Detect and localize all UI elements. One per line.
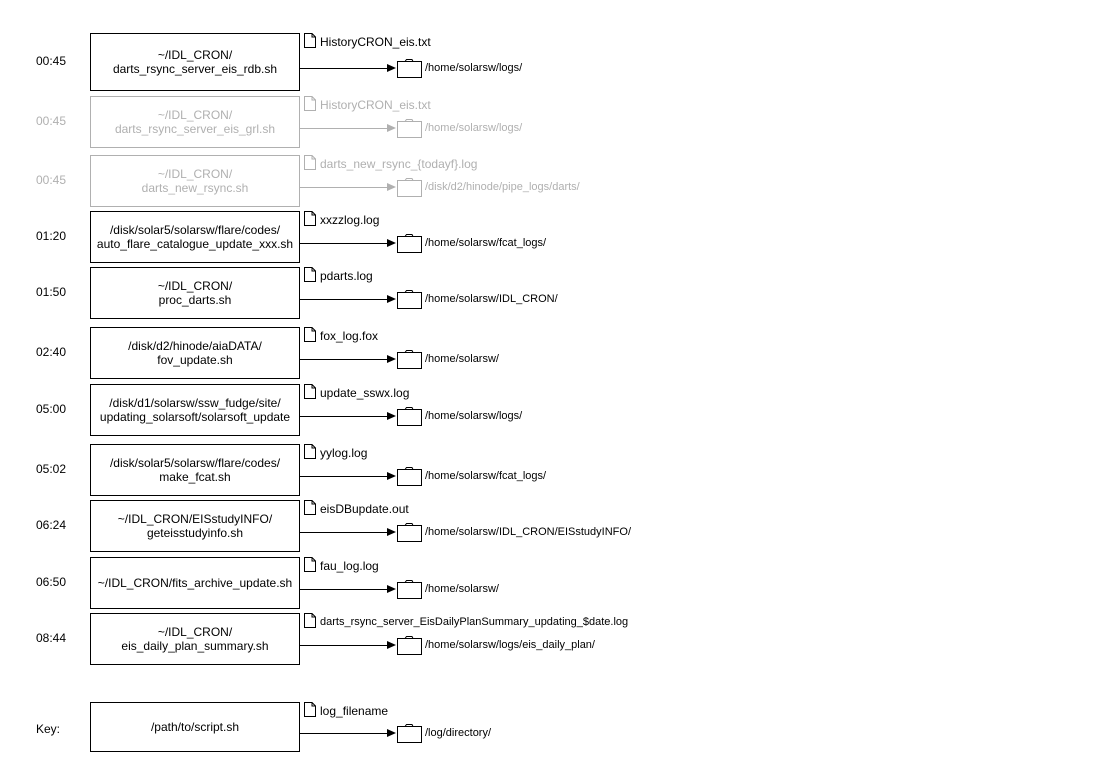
arrowhead [387,183,396,191]
time-label: 01:50 [36,285,67,299]
folder-icon [397,580,422,599]
arrowhead [387,585,396,593]
log-directory: /home/solarsw/logs/ [425,410,523,422]
log-file-icon [304,96,316,111]
log-file-icon [304,327,316,342]
time-label: 00:45 [36,54,67,68]
cron-job-row [0,384,1117,444]
log-filename: darts_new_rsync_{todayf}.log [320,157,478,171]
cron-job-row [0,96,1117,156]
log-file-icon [304,155,316,170]
log-file-icon [304,702,316,717]
script-box: ~/IDL_CRON/ darts_new_rsync.sh [90,155,300,207]
arrow-line [299,645,387,646]
folder-icon [397,119,422,138]
log-filename: HistoryCRON_eis.txt [320,98,431,112]
arrow-line [299,416,387,417]
cron-job-row [0,211,1117,271]
time-label: 06:24 [36,518,67,532]
arrowhead [387,124,396,132]
log-filename: yylog.log [320,446,368,460]
arrowhead [387,295,396,303]
arrowhead [387,641,396,649]
folder-icon [397,407,422,426]
folder-icon [397,59,422,78]
arrow-line [299,68,387,69]
cron-job-row [0,557,1117,617]
log-file-icon [304,500,316,515]
arrow-line [299,532,387,533]
arrow-line [299,476,387,477]
log-directory: /home/solarsw/logs/ [425,122,523,134]
script-box: /disk/solar5/solarsw/flare/codes/ make_fcat.sh [90,444,300,496]
log-directory: /log/directory/ [425,727,492,739]
folder-icon [397,523,422,542]
time-label: 00:45 [36,173,67,187]
log-filename: fox_log.fox [320,329,379,343]
log-filename: pdarts.log [320,269,373,283]
log-directory: /home/solarsw/IDL_CRON/EISstudyINFO/ [425,526,632,538]
arrowhead [387,729,396,737]
log-file-icon [304,444,316,459]
folder-icon [397,724,422,743]
arrow-line [299,187,387,188]
cron-job-row [0,444,1117,504]
log-file-icon [304,613,316,628]
cron-job-row [0,267,1117,327]
key-label: Key: [36,722,61,736]
arrowhead [387,472,396,480]
script-box: /disk/solar5/solarsw/flare/codes/ auto_flare_catalogue_update_xxx.sh [90,211,300,263]
arrow-line [299,243,387,244]
arrowhead [387,239,396,247]
folder-icon [397,290,422,309]
arrow-line [299,128,387,129]
time-label: 05:02 [36,462,67,476]
log-file-icon [304,267,316,282]
folder-icon [397,636,422,655]
log-filename: xxzzlog.log [320,213,380,227]
folder-icon [397,350,422,369]
time-label: 08:44 [36,631,67,645]
log-filename: darts_rsync_server_EisDailyPlanSummary_updating_$date.log [320,616,629,628]
log-file-icon [304,384,316,399]
log-directory: /disk/d2/hinode/pipe_logs/darts/ [425,181,580,193]
cron-job-row [0,613,1117,673]
folder-icon [397,234,422,253]
cron-job-row [0,33,1117,93]
script-box: ~/IDL_CRON/EISstudyINFO/ geteisstudyinfo.sh [90,500,300,552]
log-filename: HistoryCRON_eis.txt [320,35,431,49]
folder-icon [397,178,422,197]
log-filename: eisDBupdate.out [320,502,409,516]
time-label: 05:00 [36,402,67,416]
script-box: ~/IDL_CRON/ darts_rsync_server_eis_rdb.sh [90,33,300,91]
time-label: 06:50 [36,575,67,589]
script-box: /disk/d2/hinode/aiaDATA/ fov_update.sh [90,327,300,379]
log-filename: log_filename [320,704,389,718]
time-label: 02:40 [36,345,67,359]
log-file-icon [304,211,316,226]
time-label: 01:20 [36,229,67,243]
folder-icon [397,467,422,486]
script-box: ~/IDL_CRON/ eis_daily_plan_summary.sh [90,613,300,665]
log-file-icon [304,557,316,572]
log-directory: /home/solarsw/logs/ [425,62,523,74]
script-box: /path/to/script.sh [90,702,300,752]
arrow-line [299,299,387,300]
arrow-line [299,359,387,360]
log-directory: /home/solarsw/fcat_logs/ [425,237,547,249]
log-directory: /home/solarsw/ [425,353,499,365]
arrowhead [387,64,396,72]
arrowhead [387,528,396,536]
arrowhead [387,412,396,420]
cron-job-row [0,155,1117,215]
cron-job-row [0,500,1117,560]
log-directory: /home/solarsw/logs/eis_daily_plan/ [425,639,595,651]
time-label: 00:45 [36,114,67,128]
log-filename: update_sswx.log [320,386,410,400]
script-box: ~/IDL_CRON/fits_archive_update.sh [90,557,300,609]
log-directory: /home/solarsw/fcat_logs/ [425,470,547,482]
log-directory: /home/solarsw/ [425,583,499,595]
script-box: ~/IDL_CRON/ darts_rsync_server_eis_grl.sh [90,96,300,148]
arrow-line [299,733,387,734]
arrowhead [387,355,396,363]
arrow-line [299,589,387,590]
script-box: /disk/d1/solarsw/ssw_fudge/site/ updating_solarsoft/solarsoft_update [90,384,300,436]
log-filename: fau_log.log [320,559,379,573]
cron-job-row [0,327,1117,387]
key-row [0,702,1117,762]
log-file-icon [304,33,316,48]
log-directory: /home/solarsw/IDL_CRON/ [425,293,558,305]
script-box: ~/IDL_CRON/ proc_darts.sh [90,267,300,319]
